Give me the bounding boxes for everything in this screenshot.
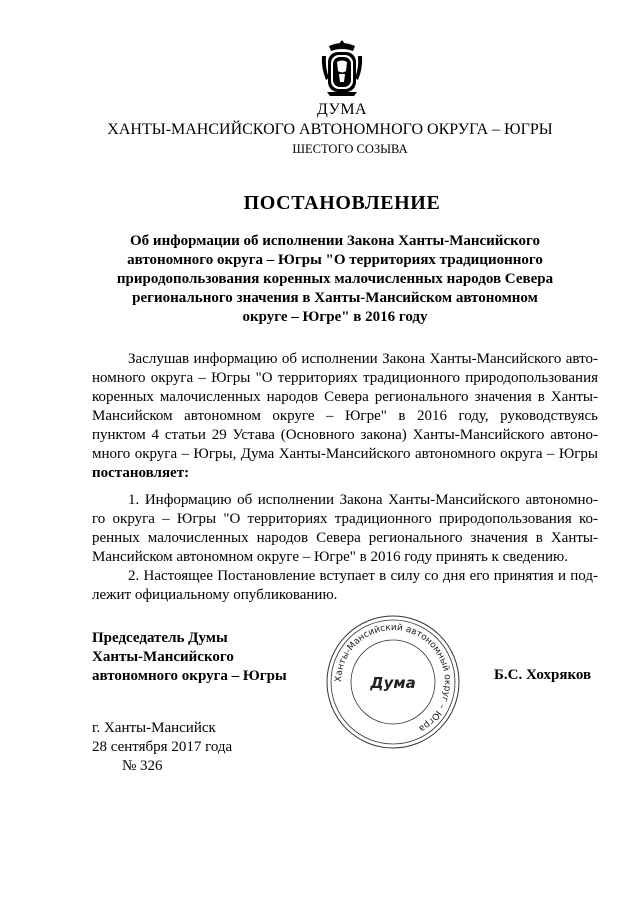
text-line: Заслушав информацию об исполнении Закона Ханты-Мансийского авто- (128, 351, 598, 367)
text-line: го округа – Югры "О территориях традиционного природопользования ко- (92, 511, 598, 527)
stamp-center-text: Дума (370, 674, 416, 692)
text-line: ренных малочисленных народов Севера регионального значения в Ханты- (92, 530, 598, 546)
organization-title: ДУМА (316, 101, 368, 118)
date: 28 сентября 2017 года (92, 739, 233, 755)
text-line: Мансийском автономном округе – Югре" в 2016 году принять к сведению. (92, 549, 569, 565)
stamp-ring-text: Ханты-Мансийский автономный округ – Югра (333, 622, 453, 734)
text-line: лежит официальному опубликованию. (92, 587, 338, 603)
position-line: Председатель Думы (92, 630, 228, 646)
convocation-title: ШЕСТОГО СОЗЫВА (292, 142, 408, 156)
subject-line: округе – Югре" в 2016 году (242, 309, 428, 325)
signatory-position (92, 629, 287, 686)
preamble-paragraph (92, 350, 598, 483)
document-type: ПОСТАНОВЛЕНИЕ (243, 192, 441, 214)
subject-line: Об информации об исполнении Закона Ханты-Мансийского (130, 233, 540, 249)
place-and-date (92, 719, 232, 776)
coat-of-arms-icon (319, 38, 365, 98)
subject-line: регионального значения в Ханты-Мансийском автономном (132, 290, 538, 306)
text-line: много округа – Югры, Дума Ханты-Мансийского автономного округа – Югры (92, 446, 598, 462)
document-subject (100, 232, 570, 327)
region-title: ХАНТЫ-МАНСИЙСКОГО АВТОНОМНОГО ОКРУГА – ЮГРЫ (107, 121, 553, 138)
position-line: Ханты-Мансийского (92, 649, 234, 665)
text-line: Мансийском автономном округе – Югре" в 2016 году, руководствуясь (92, 408, 598, 424)
text-line: коренных малочисленных народов Севера регионального значения в Ханты- (92, 389, 598, 405)
document-number: № 326 (122, 758, 163, 774)
official-stamp (323, 612, 463, 752)
header (0, 100, 640, 158)
text-line: 2. Настоящее Постановление вступает в силу со дня его принятия и под- (128, 568, 598, 584)
subject-line: автономного округа – Югры "О территориях традиционного (127, 252, 543, 268)
resolves-label: постановляет: (92, 465, 190, 481)
text-line: номного округа – Югры "О территориях традиционного природопользования (92, 370, 598, 386)
position-line: автономного округа – Югры (92, 668, 287, 684)
resolution-items (92, 491, 598, 605)
text-line: пунктом 4 статьи 29 Устава (Основного закона) Ханты-Мансийского автоно- (92, 427, 598, 443)
place: г. Ханты-Мансийск (92, 720, 216, 736)
text-line: 1. Информацию об исполнении Закона Ханты-Мансийского автономно- (128, 492, 598, 508)
subject-line: природопользования коренных малочисленных народов Севера (116, 271, 554, 287)
signatory-name: Б.С. Хохряков (494, 667, 592, 683)
